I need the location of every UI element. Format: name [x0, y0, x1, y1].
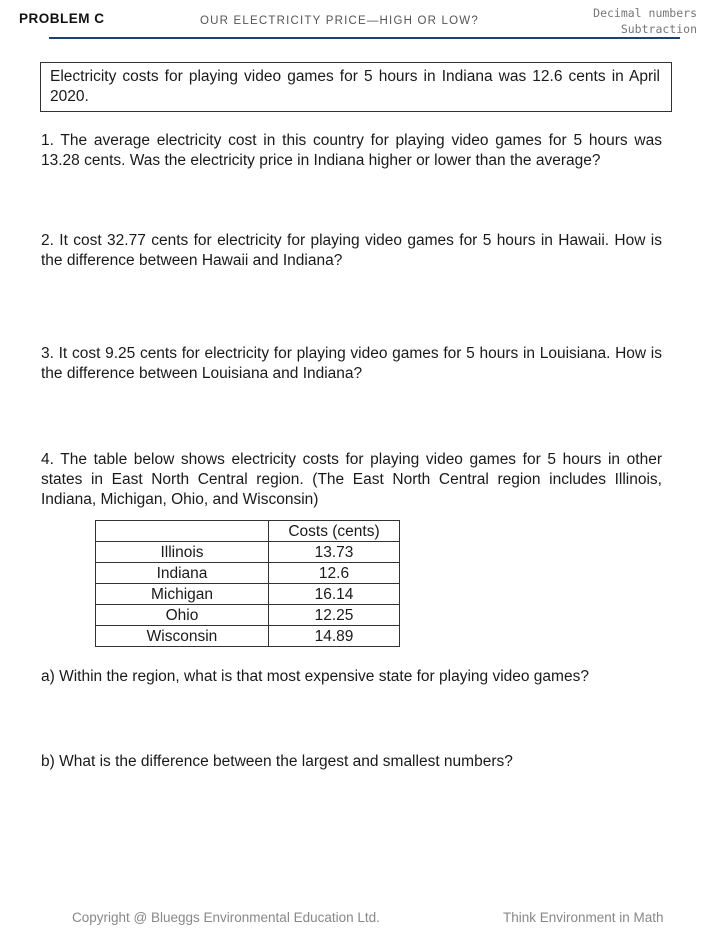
state-cell: Ohio: [96, 605, 269, 626]
cost-cell: 16.14: [269, 584, 400, 605]
footer-tagline: Think Environment in Math: [503, 910, 664, 925]
table-row: [96, 563, 400, 584]
question-1: 1. The average electricity cost in this country for playing video games for 5 hours was 13.28 cents. Was the electricity price in Indiana higher or lower than the average?: [41, 132, 662, 169]
question-4a: a) Within the region, what is that most expensive state for playing video games?: [41, 668, 589, 685]
table-header-state: [96, 521, 269, 542]
question-4b: b) What is the difference between the largest and smallest numbers?: [41, 753, 513, 770]
state-cell: Michigan: [96, 584, 269, 605]
problem-label: PROBLEM C: [19, 11, 105, 26]
footer-copyright: Copyright @ Blueggs Environmental Education Ltd.: [72, 910, 380, 925]
table-row: [96, 626, 400, 647]
topic-decimal-numbers: Decimal numbers: [593, 6, 697, 20]
cost-cell: 13.73: [269, 542, 400, 563]
topic-labels: [593, 5, 697, 37]
question-3: 3. It cost 9.25 cents for electricity for playing video games for 5 hours in Louisiana. How is the difference between Louisiana and Indiana?: [41, 345, 662, 382]
table-header-cost: Costs (cents): [269, 521, 400, 542]
table-row: [96, 605, 400, 626]
state-cell: Wisconsin: [96, 626, 269, 647]
header-divider: [49, 37, 680, 39]
state-cell: Indiana: [96, 563, 269, 584]
state-cell: Illinois: [96, 542, 269, 563]
topic-subtraction: Subtraction: [620, 22, 697, 36]
question-2: 2. It cost 32.77 cents for electricity for playing video games for 5 hours in Hawaii. How is the difference between Hawaii and Indiana?: [41, 232, 662, 269]
intro-box: Electricity costs for playing video games for 5 hours in Indiana was 12.6 cents in April 2020.: [40, 62, 672, 112]
worksheet-title: OUR ELECTRICITY PRICE—HIGH OR LOW?: [200, 15, 479, 27]
table-header-row: [96, 521, 400, 542]
electricity-cost-table: [95, 520, 400, 647]
table-row: [96, 584, 400, 605]
question-4: 4. The table below shows electricity costs for playing video games for 5 hours in other states in East North Central region. (The East North Central region includes Illinois, Indiana, Michigan, Ohio, and Wisconsin): [41, 451, 662, 508]
table-row: [96, 542, 400, 563]
cost-cell: 14.89: [269, 626, 400, 647]
cost-cell: 12.6: [269, 563, 400, 584]
cost-cell: 12.25: [269, 605, 400, 626]
